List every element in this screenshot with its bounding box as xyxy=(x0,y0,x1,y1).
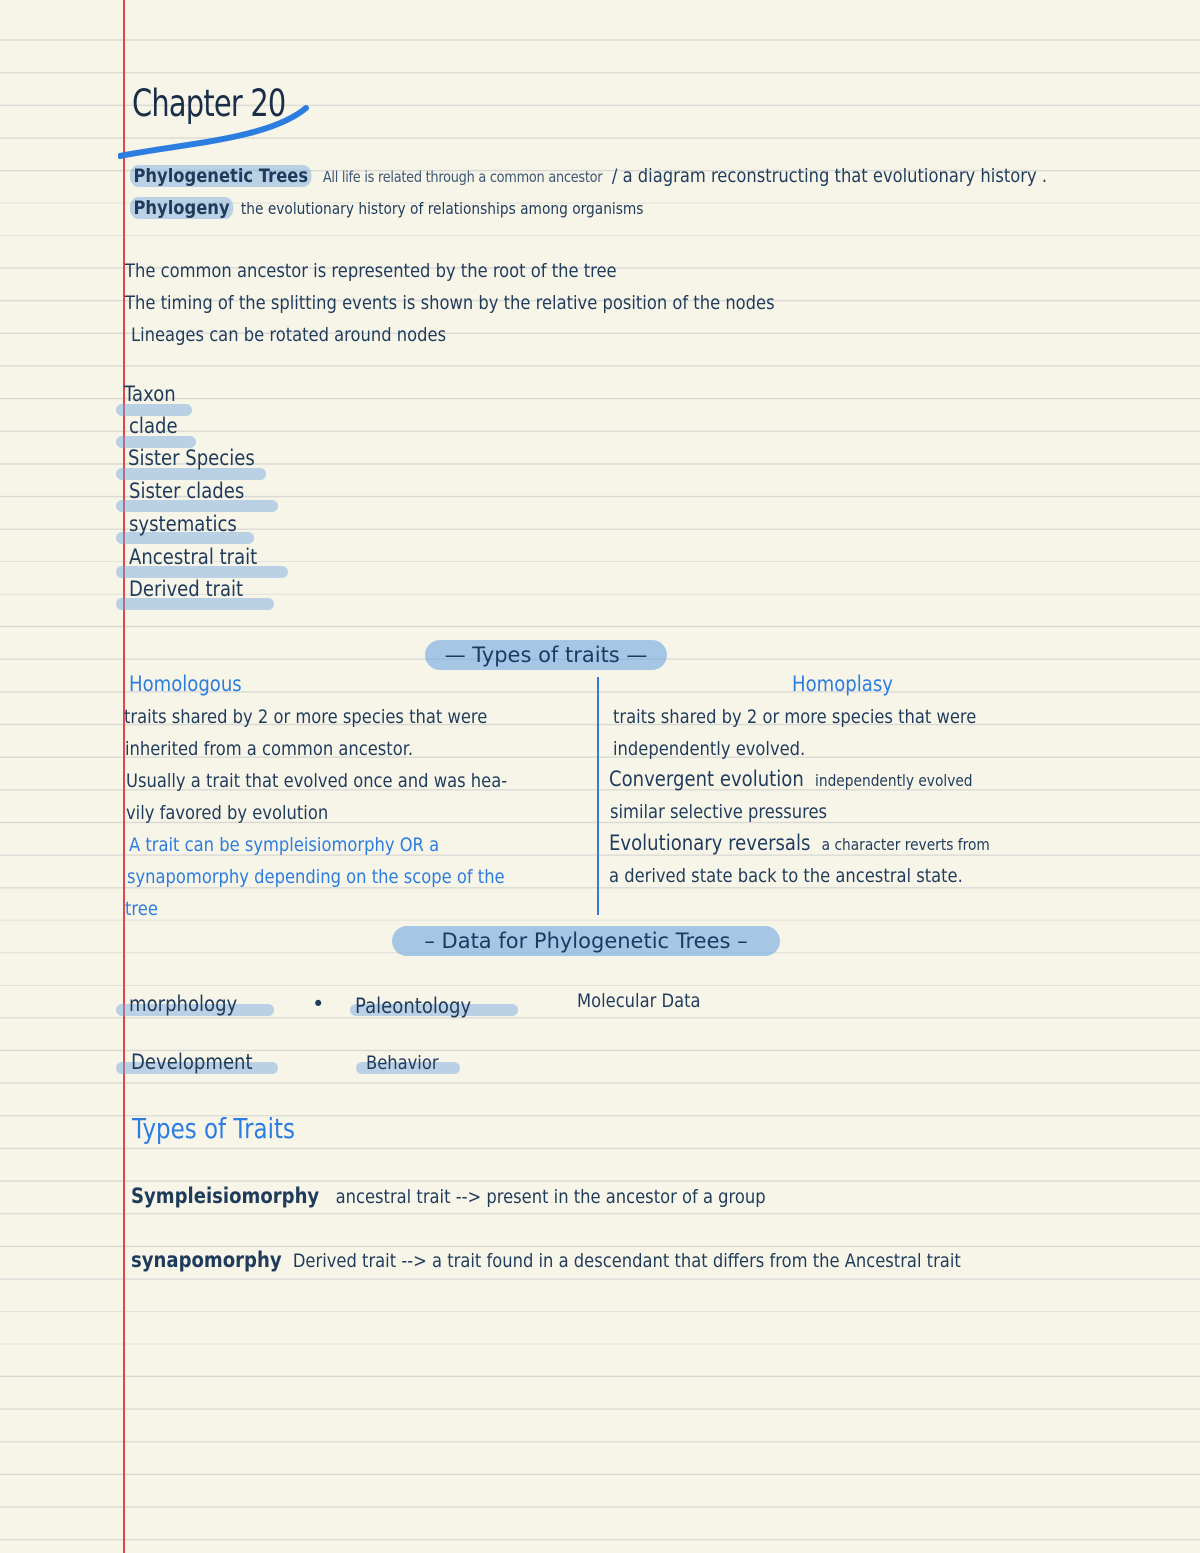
convergent-evolution xyxy=(609,767,973,791)
evolutionary-reversals xyxy=(609,831,990,855)
term-item: systematics xyxy=(129,512,237,536)
data-heading: – Data for Phylogenetic Trees – xyxy=(392,926,780,956)
homologous-line: vily favored by evolution xyxy=(126,802,329,824)
term-item: clade xyxy=(129,414,178,438)
definition-phylogeny xyxy=(130,197,643,219)
homologous-note-line: synapomorphy depending on the scope of the xyxy=(127,866,505,888)
homologous-note-line: tree xyxy=(125,898,158,920)
homoplasy-line: traits shared by 2 or more species that were xyxy=(613,706,977,728)
reversal-text: a character reverts from xyxy=(821,835,990,854)
term-item: Sister Species xyxy=(128,446,255,470)
trait-text: ancestral trait --> present in the ancestor of a group xyxy=(335,1186,766,1208)
homoplasy-line: independently evolved. xyxy=(613,738,806,760)
data-type-paleontology: Paleontology xyxy=(355,994,472,1018)
data-type-molecular: Molecular Data xyxy=(577,990,701,1012)
trait-type-synapomorphy xyxy=(131,1248,961,1272)
term-item: Derived trait xyxy=(129,577,244,601)
definition-text-a: All life is related through a common ancestor xyxy=(322,168,603,186)
trait-term: Sympleisiomorphy xyxy=(131,1184,320,1208)
convergent-text: independently evolved xyxy=(815,771,973,790)
homoplasy-heading: Homoplasy xyxy=(792,672,893,696)
homologous-note-line: A trait can be sympleisiomorphy OR a xyxy=(129,834,440,856)
definition-text-b: / a diagram reconstructing that evolutionary history . xyxy=(611,165,1048,187)
convergent-term: Convergent evolution xyxy=(609,767,804,791)
data-type-development: Development xyxy=(131,1050,253,1074)
homologous-line: traits shared by 2 or more species that were xyxy=(124,706,488,728)
title-underline-swoosh xyxy=(118,100,318,160)
page-title: Chapter 20 xyxy=(132,82,286,125)
trait-types-heading: Types of Traits xyxy=(132,1112,295,1145)
homologous-line: inherited from a common ancestor. xyxy=(125,738,414,760)
term-item: Ancestral trait xyxy=(129,545,258,569)
term-phylogenetic-trees: Phylogenetic Trees xyxy=(130,165,312,187)
column-divider xyxy=(597,677,599,915)
definition-phylogeny-text: the evolutionary history of relationships among organisms xyxy=(240,199,644,218)
bullet: • xyxy=(312,992,325,1016)
tree-note: Lineages can be rotated around nodes xyxy=(131,324,447,346)
data-type-morphology: morphology xyxy=(129,992,238,1016)
reversal-term: Evolutionary reversals xyxy=(609,831,811,855)
convergent-text2: similar selective pressures xyxy=(610,801,828,823)
reversal-text2: a derived state back to the ancestral state. xyxy=(609,865,963,887)
tree-note: The timing of the splitting events is shown by the relative position of the nodes xyxy=(125,292,775,314)
data-type-behavior: Behavior xyxy=(366,1052,439,1074)
types-of-traits-heading: — Types of traits — xyxy=(425,640,667,670)
homologous-heading: Homologous xyxy=(129,672,242,696)
term-item: Sister clades xyxy=(129,479,245,503)
term-phylogeny: Phylogeny xyxy=(130,197,233,219)
trait-type-sympleisiomorphy xyxy=(131,1184,766,1208)
homologous-line: Usually a trait that evolved once and was hea- xyxy=(126,770,508,792)
definition-phylogenetic-trees xyxy=(130,165,1047,187)
margin-line xyxy=(123,0,125,1553)
term-item: Taxon xyxy=(124,382,176,406)
trait-text: Derived trait --> a trait found in a descendant that differs from the Ancestral trait xyxy=(292,1250,961,1272)
trait-term: synapomorphy xyxy=(131,1248,282,1272)
tree-note: The common ancestor is represented by the root of the tree xyxy=(125,260,617,282)
